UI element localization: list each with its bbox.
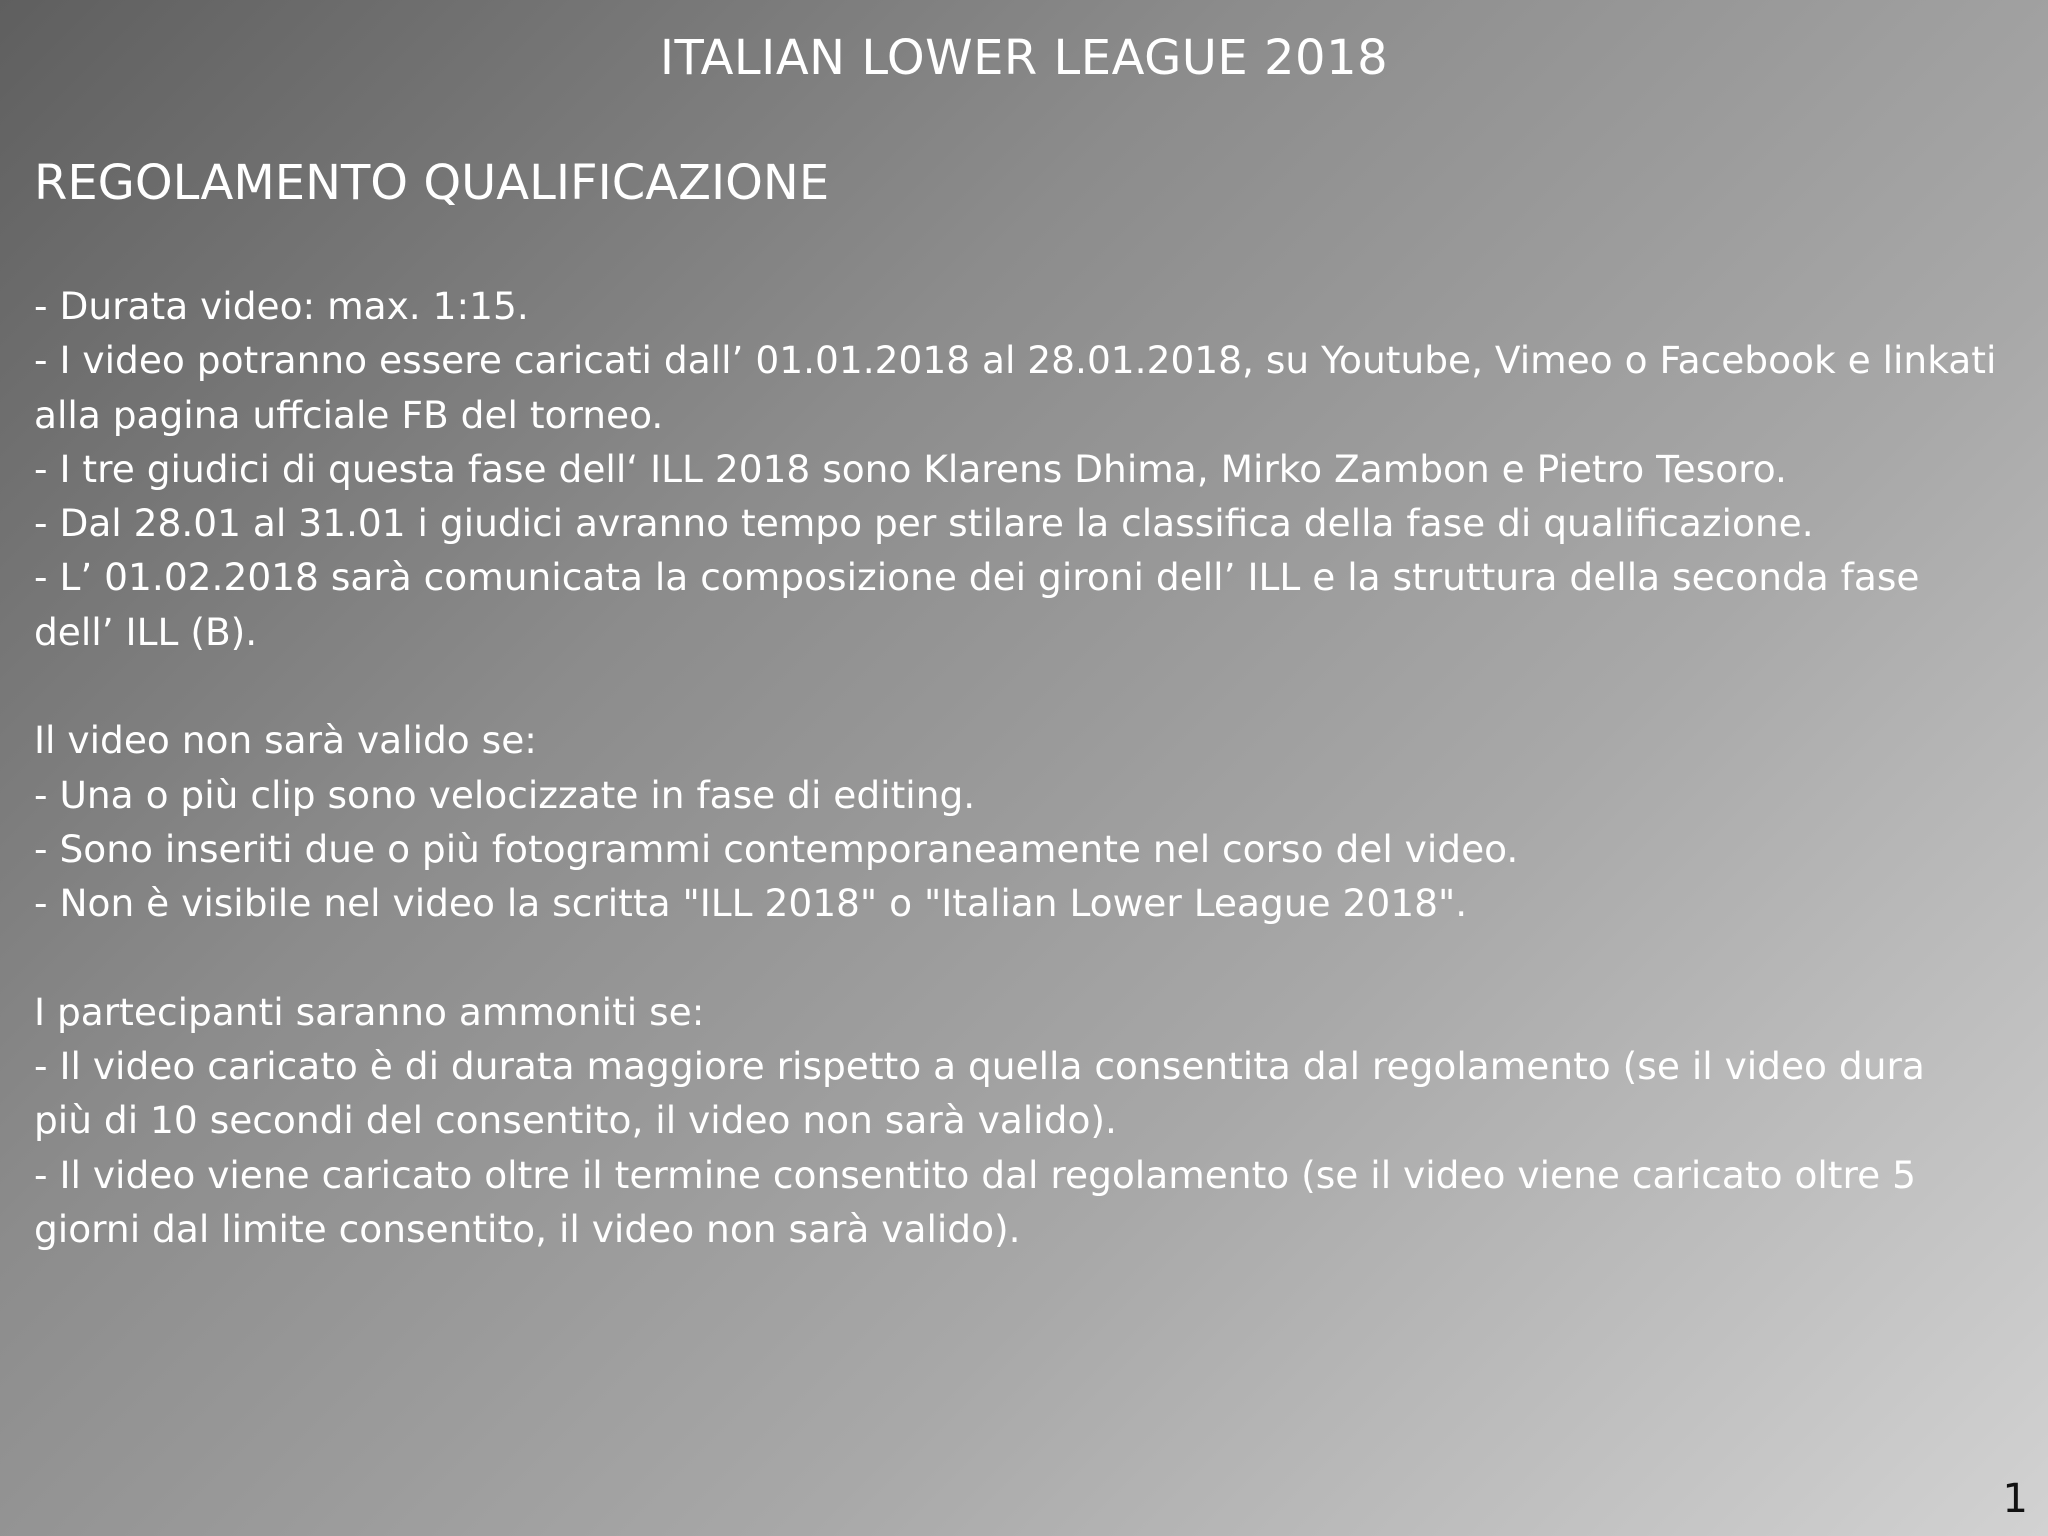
warning-intro: I partecipanti saranno ammoniti se:	[34, 989, 705, 1034]
paragraph-gap	[34, 659, 2004, 713]
invalid-line: - Sono inseriti due o più fotogrammi contemporaneamente nel corso del video.	[34, 826, 1519, 871]
rule-line: - L’ 01.02.2018 sarà comunicata la composizione dei gironi dell’ ILL e la struttura della seconda fase	[34, 555, 1920, 600]
warning-line: più di 10 secondi del consentito, il video non sarà valido).	[34, 1098, 1117, 1143]
rule-line: - Durata video: max. 1:15.	[34, 284, 529, 328]
warning-line: - Il video caricato è di durata maggiore rispetto a quella consentita dal regolamento (se il video dura	[34, 1044, 1925, 1089]
paragraph-gap	[34, 931, 2004, 985]
rule-line: dell’ ILL (B).	[34, 609, 258, 654]
invalid-intro: Il video non sarà valido se:	[34, 718, 537, 763]
rules-content	[34, 279, 2004, 1256]
invalid-line: - Non è visibile nel video la scritta "ILL 2018" o "Italian Lower League 2018".	[34, 881, 1468, 926]
warning-line: giorni dal limite consentito, il video non sarà valido).	[34, 1207, 1021, 1252]
rule-line: - I tre giudici di questa fase dell‘ ILL 2018 sono Klarens Dhima, Mirko Zambon e Pietro Tesoro.	[34, 446, 1787, 491]
invalid-line: - Una o più clip sono velocizzate in fase di editing.	[34, 772, 976, 817]
page-title: ITALIAN LOWER LEAGUE 2018	[659, 30, 1389, 86]
rule-line: - I video potranno essere caricati dall’ 01.01.2018 al 28.01.2018, su Youtube, Vimeo o Facebook e linkati	[34, 338, 1997, 383]
rule-line: - Dal 28.01 al 31.01 i giudici avranno tempo per stilare la classifica della fase di qualificazione.	[34, 501, 1814, 546]
warning-line: - Il video viene caricato oltre il termine consentito dal regolamento (se il video viene caricato oltre 5	[34, 1152, 1916, 1197]
rule-line: alla pagina uffciale FB del torneo.	[34, 392, 664, 437]
section-title: REGOLAMENTO QUALIFICAZIONE	[34, 155, 830, 211]
page-number: 1	[2002, 1476, 2028, 1522]
